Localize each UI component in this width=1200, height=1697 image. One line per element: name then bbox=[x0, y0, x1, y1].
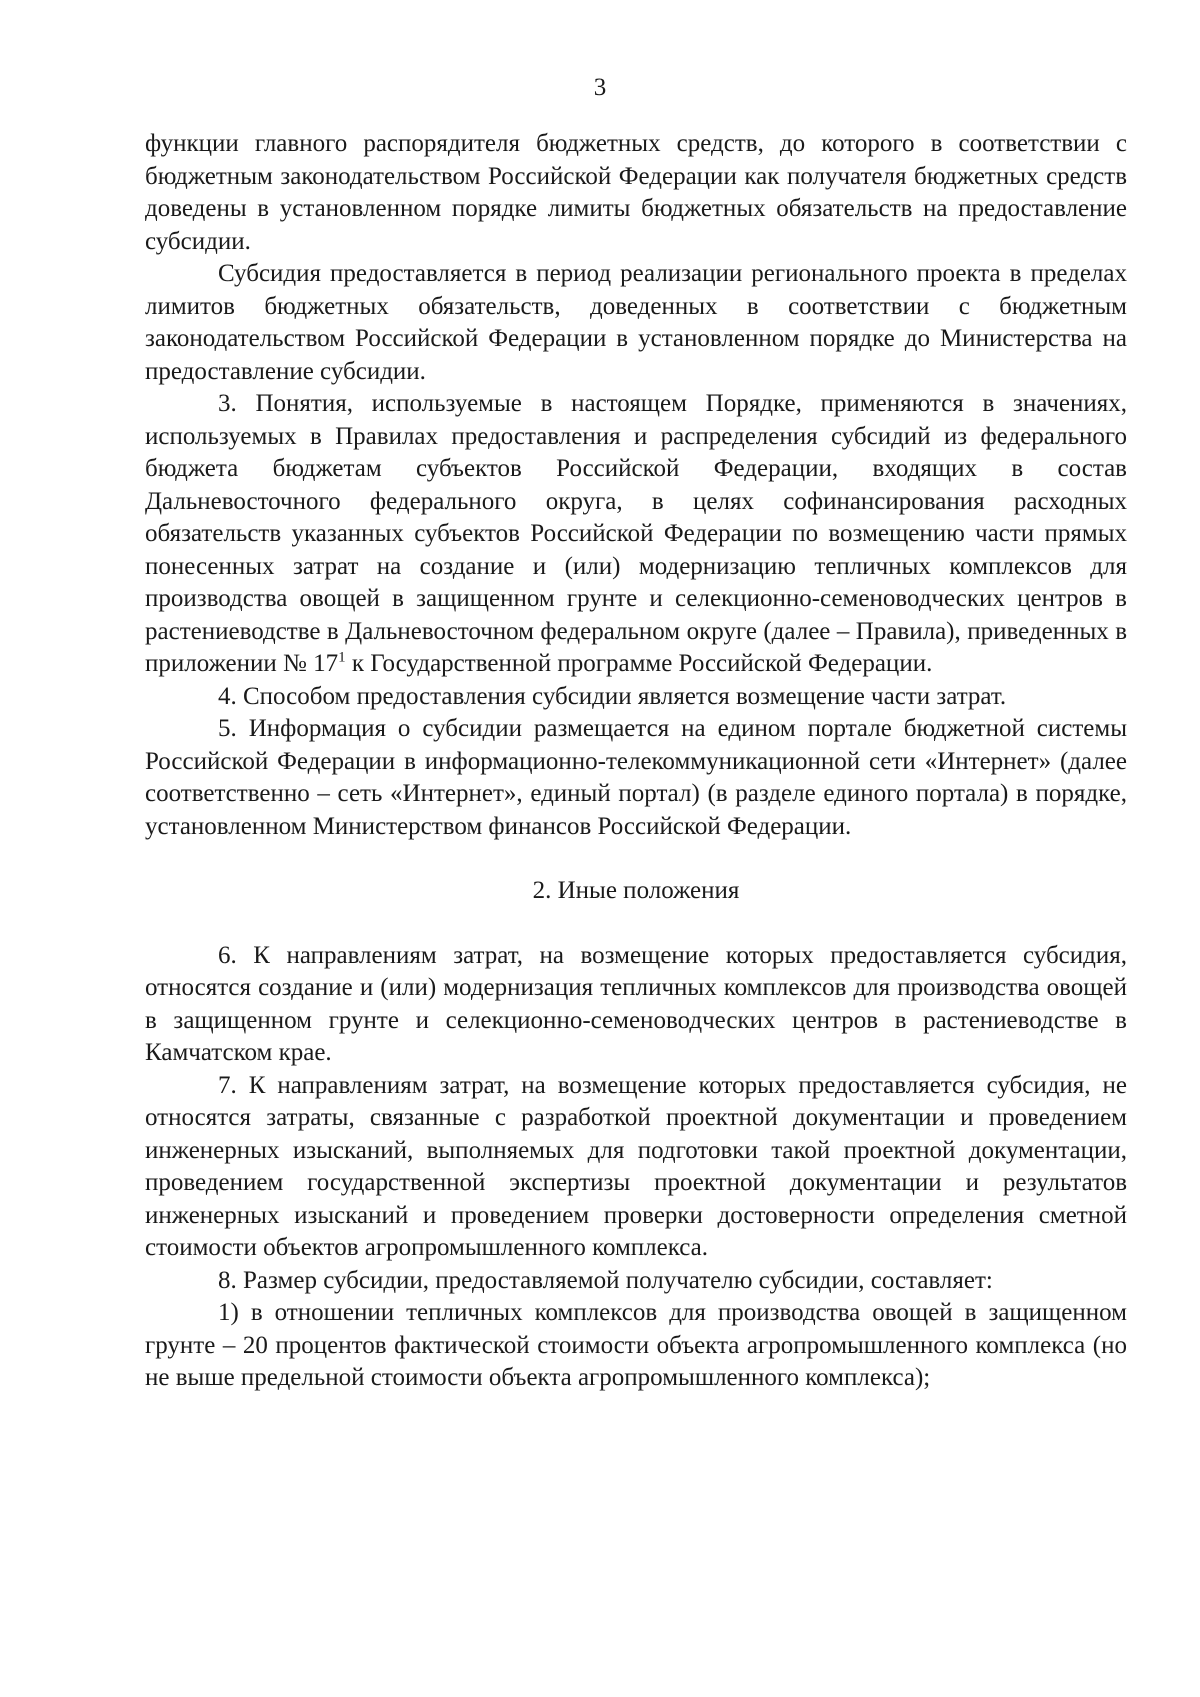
document-body bbox=[145, 128, 1127, 1395]
paragraph-6-cost-directions: 6. К направлениям затрат, на возмещение которых предоставляется субсидия, относятся создание и (или) модернизация тепличных комплексов для производства овощей в защищенном грунте и селекционно-семеноводческих центров в растениеводстве в Камчатском крае. bbox=[145, 941, 1127, 1066]
paragraph-4-method: 4. Способом предоставления субсидии является возмещение части затрат. bbox=[218, 682, 1007, 710]
paragraph-3-definitions bbox=[145, 388, 1127, 681]
paragraph-7-excluded-costs: 7. К направлениям затрат, на возмещение которых предоставляется субсидия, не относятся затраты, связанные с разработкой проектной документации и проведением инженерных изысканий, выполняемых для подготовки такой проектной документации, проведением государственной экспертизы проектной документации и результатов инженерных изысканий и проведением проверки достоверности определения сметной стоимости объектов агропромышленного комплекса. bbox=[145, 1071, 1127, 1261]
paragraph-8-item-1: 1) в отношении тепличных комплексов для производства овощей в защищенном грунте – 20 процентов фактической стоимости объекта агропромышленного комплекса (но не выше предельной стоимости объекта агропромышленного комплекса); bbox=[145, 1299, 1127, 1391]
paragraph-8-subsidy-size: 8. Размер субсидии, предоставляемой получателю субсидии, составляет: bbox=[218, 1266, 993, 1294]
footnote-superscript: 1 bbox=[338, 649, 346, 666]
page-number: 3 bbox=[593, 74, 607, 101]
paragraph-continuation: функции главного распорядителя бюджетных средств, до которого в соответствии с бюджетным законодательством Российской Федерации как получателя бюджетных средств доведены в установленном порядке лимиты бюджетных обязательств на предоставление субсидии. bbox=[145, 130, 1127, 255]
paragraph-subsidy-period: Субсидия предоставляется в период реализации регионального проекта в пределах лимитов бюджетных обязательств, доведенных в соответствии с бюджетным законодательством Российской Федерации в установленном порядке до Министерства на предоставление субсидии. bbox=[145, 260, 1127, 385]
paragraph-3-text: 3. Понятия, используемые в настоящем Порядке, применяются в значениях, используемых в Правилах предоставления и распределения субсидий из федерального бюджета бюджетам субъектов Российской Федерации, входящих в состав Дальневосточного федерального округа, в целях софинансирования расходных обязательств указанных субъектов Российской Федерации по возмещению части прямых понесенных затрат на создание и (или) модернизацию тепличных комплексов для производства овощей в защищенном грунте и селекционно-семеноводческих центров в растениеводстве в Дальневосточном федеральном округе (далее – Правила), приведенных в приложении № 17 bbox=[145, 390, 1127, 677]
paragraph-5-information: 5. Информация о субсидии размещается на едином портале бюджетной системы Российской Федерации в информационно-телекоммуникационной сети «Интернет» (далее соответственно – сеть «Интернет», единый портал) (в разделе единого портала) в порядке, установленном Министерством финансов Российской Федерации. bbox=[145, 715, 1127, 840]
paragraph-3-text-end: к Государственной программе Российской Федерации. bbox=[345, 650, 933, 677]
section-heading: 2. Иные положения bbox=[532, 877, 740, 904]
